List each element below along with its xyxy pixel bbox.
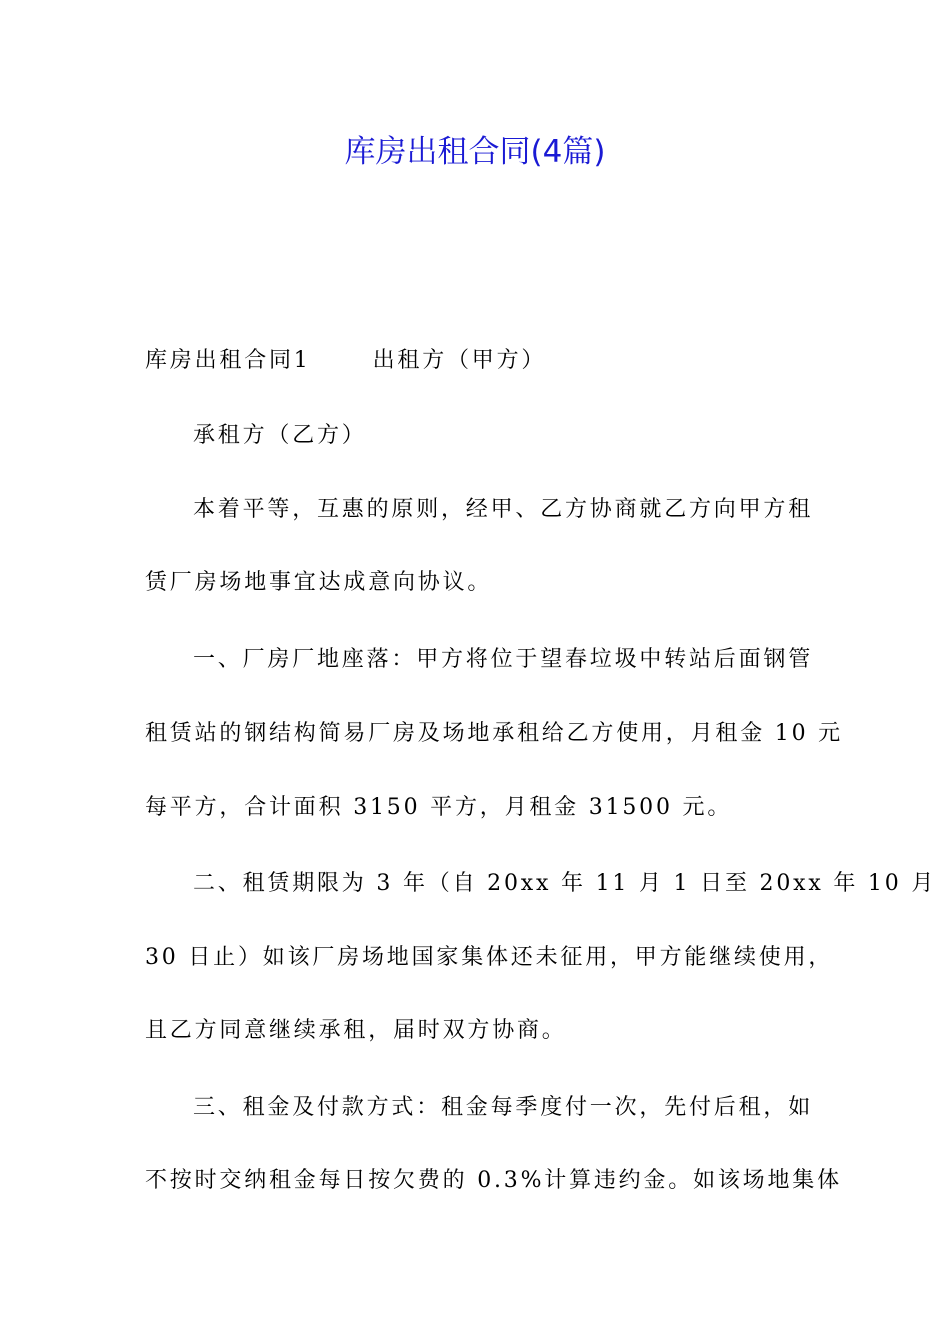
paragraph-line: 本着平等，互惠的原则，经甲、乙方协商就乙方向甲方租 bbox=[193, 497, 814, 522]
clause-one-line: 租赁站的钢结构简易厂房及场地承租给乙方使用，月租金 10 元 bbox=[145, 721, 843, 746]
paragraph-line: 赁厂房场地事宜达成意向协议。 bbox=[145, 570, 493, 595]
contract-heading-line bbox=[145, 343, 546, 379]
clause-one-line: 一、厂房厂地座落：甲方将位于望春垃圾中转站后面钢管 bbox=[193, 647, 814, 672]
lessor-label: 出租方（甲方） bbox=[372, 348, 547, 373]
contract-number-label: 库房出租合同1 bbox=[145, 348, 311, 373]
clause-two-line: 且乙方同意继续承租，届时双方协商。 bbox=[145, 1018, 567, 1043]
lessee-label: 承租方（乙方） bbox=[193, 423, 367, 448]
clause-two-line: 30 日止）如该厂房场地国家集体还未征用，甲方能继续使用， bbox=[145, 945, 834, 970]
clause-three-line: 不按时交纳租金每日按欠费的 0.3%计算违约金。如该场地集体 bbox=[145, 1168, 842, 1193]
document-title: 库房出租合同(4篇) bbox=[344, 134, 606, 170]
clause-one-line: 每平方，合计面积 3150 平方，月租金 31500 元。 bbox=[145, 795, 733, 820]
clause-two-line: 二、租赁期限为 3 年（自 20xx 年 11 月 1 日至 20xx 年 10 月 bbox=[193, 871, 937, 896]
clause-three-line: 三、租金及付款方式：租金每季度付一次，先付后租，如 bbox=[193, 1095, 814, 1120]
